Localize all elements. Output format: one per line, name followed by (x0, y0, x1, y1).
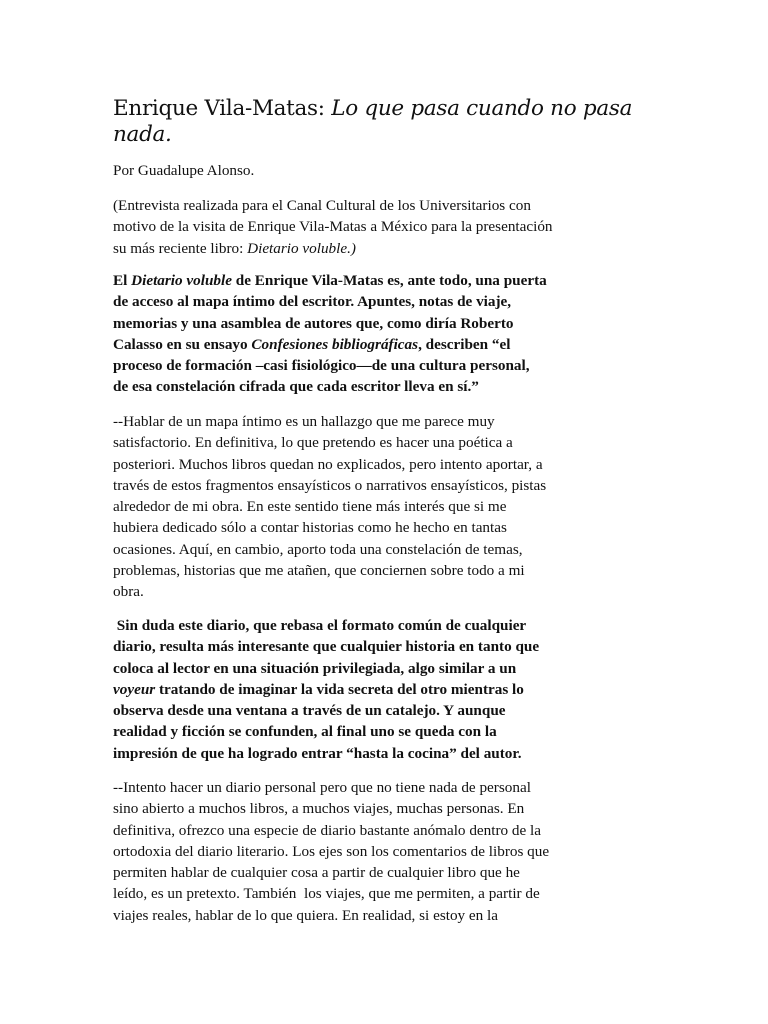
article-title (113, 96, 673, 148)
author-line: Por Guadalupe Alonso. (113, 162, 255, 179)
intro-paragraph: (Entrevista realizada para el Canal Cultural de los Universitarios con motivo de la visita de Enrique Vila-Matas a México para la presentación su más reciente libro: Dietario voluble.) (113, 197, 553, 257)
question-paragraph-1: El Dietario voluble de Enrique Vila-Matas es, ante todo, una puerta de acceso al mapa íntimo del escritor. Apuntes, notas de viaje, memorias y una asamblea de autores que, como diría Roberto Calasso en su ensayo Confesiones bibliográficas, describen “el proceso de formación –casi fisiológico—de una cultura personal, de esa constelación cifrada que cada escritor lleva en sí.” (113, 272, 547, 396)
question-paragraph-2: Sin duda este diario, que rebasa el formato común de cualquier diario, resulta más interesante que cualquier historia en tanto que coloca al lector en una situación privilegiada, algo similar a un voyeur tratando de imaginar la vida secreta del otro mientras lo observa desde una ventana a través de un catalejo. Y aunque realidad y ficción se confunden, al final uno se queda con la impresión de que ha logrado entrar “hasta la cocina” del autor. (113, 617, 540, 762)
answer-paragraph-2: --Intento hacer un diario personal pero que no tiene nada de personal sino abierto a muchos libros, a muchos viajes, muchas personas. En definitiva, ofrezco una especie de diario bastante anómalo dentro de la ortodoxia del diario literario. Los ejes son los comentarios de libros que permiten hablar de cualquier cosa a partir de cualquier libro que he leído, es un pretexto. También los viajes, que me permiten, a partir de viajes reales, hablar de lo que quiera. En realidad, si estoy en la (113, 779, 550, 924)
title-italic: Lo que pasa cuando no pasa nada. (113, 96, 633, 147)
answer-paragraph-1: --Hablar de un mapa íntimo es un hallazgo que me parece muy satisfactorio. En definitiva, lo que pretendo es hacer una poética a posteriori. Muchos libros quedan no explicados, pero intento aportar, a través de estos fragmentos ensayísticos o narrativos ensayísticos, pistas alrededor de mi obra. En este sentido tiene más interés que si me hubiera dedicado sólo a contar historias como he hecho en tantas ocasiones. Aquí, en cambio, aporto toda una constelación de temas, problemas, historias que me atañen, que conciernen sobre todo a mi obra. (113, 413, 547, 601)
title-main: Enrique Vila-Matas: (113, 96, 325, 121)
